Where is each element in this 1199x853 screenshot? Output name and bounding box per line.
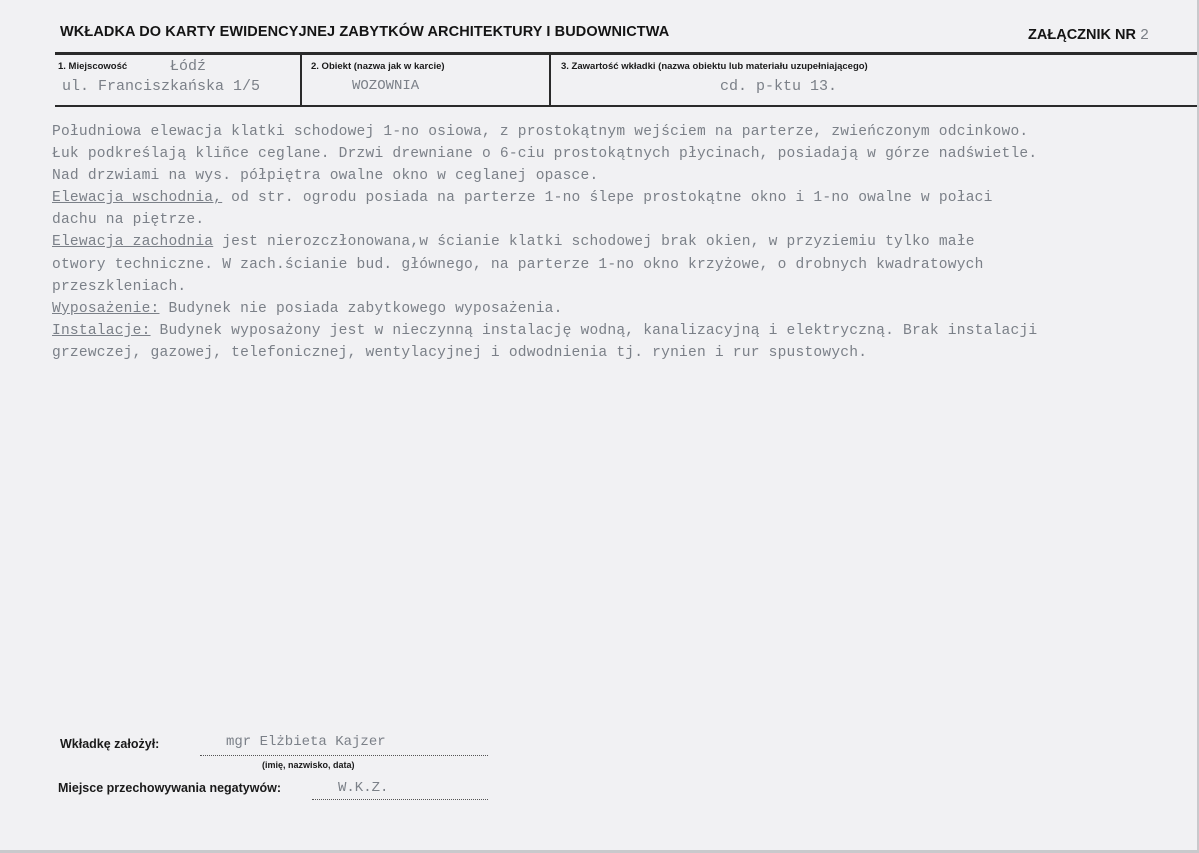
field-separator-2 <box>549 55 551 105</box>
address-value: ul. Franciszkańska 1/5 <box>62 78 261 95</box>
description-line-text: grzewczej, gazowej, telefonicznej, wentylacyjnej i odwodnienia tj. rynien i rur spustowych. <box>52 344 868 361</box>
description-line <box>52 320 1192 342</box>
header-rule <box>55 52 1197 55</box>
description-line-text: dachu na piętrze. <box>52 212 205 229</box>
description-line <box>52 209 1192 231</box>
field-separator-1 <box>300 55 302 105</box>
description-line <box>52 165 1192 187</box>
author-label: Wkładkę założył: <box>60 737 160 751</box>
annex-label: ZAŁĄCZNIK NR <box>1028 27 1136 43</box>
locality-label: 1. Miejscowość <box>58 61 128 72</box>
author-line <box>200 755 488 756</box>
locality-value: Łódź <box>170 58 207 75</box>
storage-label: Miejsce przechowywania negatywów: <box>58 781 281 795</box>
description-line <box>52 231 1192 253</box>
storage-line <box>312 799 488 800</box>
object-label: 2. Obiekt (nazwa jak w karcie) <box>311 61 445 72</box>
section-heading: Instalacje: <box>52 322 151 339</box>
annex-number-value: 2 <box>1139 27 1149 44</box>
description-text <box>52 121 1192 364</box>
card-title: WKŁADKA DO KARTY EWIDENCYJNEJ ZABYTKÓW ARCHITEKTURY I BUDOWNICTWA <box>60 24 670 40</box>
description-line <box>52 254 1192 276</box>
description-line-text: przeszkleniach. <box>52 278 187 295</box>
description-line-text: Nad drzwiami na wys. półpiętra owalne okno w ceglanej opasce. <box>52 168 599 185</box>
description-line-text: Południowa elewacja klatki schodowej 1-no osiowa, z prostokątnym wejściem na parterze, zwieńczonym odcinkowo. <box>52 124 1029 140</box>
contents-label: 3. Zawartość wkładki (nazwa obiektu lub materiału uzupełniającego) <box>561 61 868 72</box>
storage-value: W.K.Z. <box>338 780 389 796</box>
section-heading: Elewacja zachodnia <box>52 234 214 251</box>
fields-rule <box>55 105 1197 107</box>
description-line-text: Budynek wyposażony jest w nieczynną instalację wodną, kanalizacyjną i elektryczną. Brak instalacji <box>150 322 1038 339</box>
description-line-text: Łuk podkreślają kliñce ceglane. Drzwi drewniane o 6-ciu prostokątnych płycinach, posiadają w górze nadświetle. <box>52 146 1038 163</box>
description-line <box>52 276 1192 298</box>
author-sublabel: (imię, nazwisko, data) <box>262 760 355 770</box>
description-line-text: od str. ogrodu posiada na parterze 1-no ślepe prostokątne okno i 1-no owalne w połaci <box>222 190 993 207</box>
description-line-text: Budynek nie posiada zabytkowego wyposażenia. <box>159 300 563 317</box>
description-line <box>52 121 1192 143</box>
description-line-text: otwory techniczne. W zach.ścianie bud. głównego, na parterze 1-no okno krzyżowe, o drobnych kwadratowych <box>52 256 984 273</box>
description-line <box>52 298 1192 320</box>
description-line <box>52 342 1192 364</box>
section-heading: Wyposażenie: <box>52 300 160 317</box>
annex-number <box>1028 27 1149 44</box>
description-line-text: jest nierozczłonowana,w ścianie klatki schodowej brak okien, w przyziemiu tylko małe <box>213 234 975 251</box>
section-heading: Elewacja wschodnia, <box>52 190 223 207</box>
description-line <box>52 143 1192 165</box>
author-value: mgr Elżbieta Kajzer <box>226 734 386 750</box>
description-line <box>52 187 1192 209</box>
object-value: WOZOWNIA <box>352 78 420 94</box>
contents-value: cd. p-ktu 13. <box>720 78 838 95</box>
